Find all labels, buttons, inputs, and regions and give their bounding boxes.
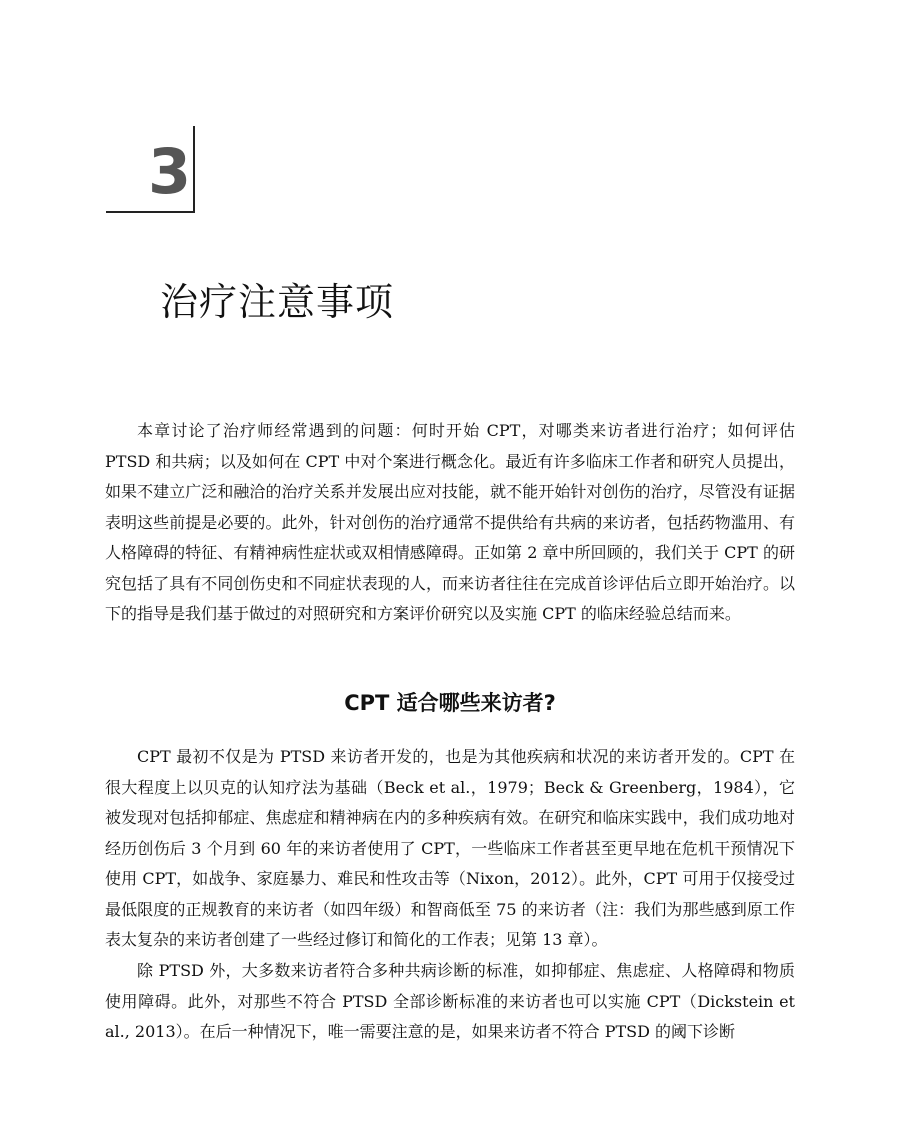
chapter-title: 治疗注意事项 <box>160 280 395 325</box>
chapter-number-horizontal-rule <box>106 211 195 213</box>
chapter-number-vertical-rule <box>193 126 195 212</box>
body-paragraph-1: CPT 最初不仅是为 PTSD 来访者开发的，也是为其他疾病和状况的来访者开发的。CPT 在很大程度上以贝克的认知疗法为基础（Beck et al.，1979；Beck & Greenberg，1984），它被发现对包括抑郁症、焦虑症和精神病在内的多种疾病有效。在研究和临床实践中，我们成功地对经历创伤后 3 个月到 60 年的来访者使用了 CPT，一些临床工作者甚至更早地在危机干预情况下使用 CPT，如战争、家庭暴力、难民和性攻击等（Nixon，2012）。此外，CPT 可用于仅接受过最低限度的正规教育的来访者（如四年级）和智商低至 75 的来访者（注：我们为那些感到原工作表太复杂的来访者创建了一些经过修订和简化的工作表；见第 13 章）。 <box>105 747 795 949</box>
body-paragraph-2: 除 PTSD 外，大多数来访者符合多种共病诊断的标准，如抑郁症、焦虑症、人格障碍和物质使用障碍。此外，对那些不符合 PTSD 全部诊断标准的来访者也可以实施 CPT（Dickstein et al., 2013）。在后一种情况下，唯一需要注意的是，如果来访者不符合 PTSD 的阈下诊断 <box>105 961 795 1041</box>
section-heading: CPT 适合哪些来访者? <box>344 691 556 715</box>
intro-paragraph: 本章讨论了治疗师经常遇到的问题：何时开始 CPT，对哪类来访者进行治疗；如何评估 PTSD 和共病；以及如何在 CPT 中对个案进行概念化。最近有许多临床工作者和研究人员提出，如果不建立广泛和融洽的治疗关系并发展出应对技能，就不能开始针对创伤的治疗，尽管没有证据表明这些前提是必要的。此外，针对创伤的治疗通常不提供给有共病的来访者，包括药物滥用、有人格障碍的特征、有精神病性症状或双相情感障碍。正如第 2 章中所回顾的，我们关于 CPT 的研究包括了具有不同创伤史和不同症状表现的人，而来访者往往在完成首诊评估后立即开始治疗。以下的指导是我们基于做过的对照研究和方案评价研究以及实施 CPT 的临床经验总结而来。 <box>105 421 795 623</box>
chapter-number: 3 <box>148 135 192 208</box>
